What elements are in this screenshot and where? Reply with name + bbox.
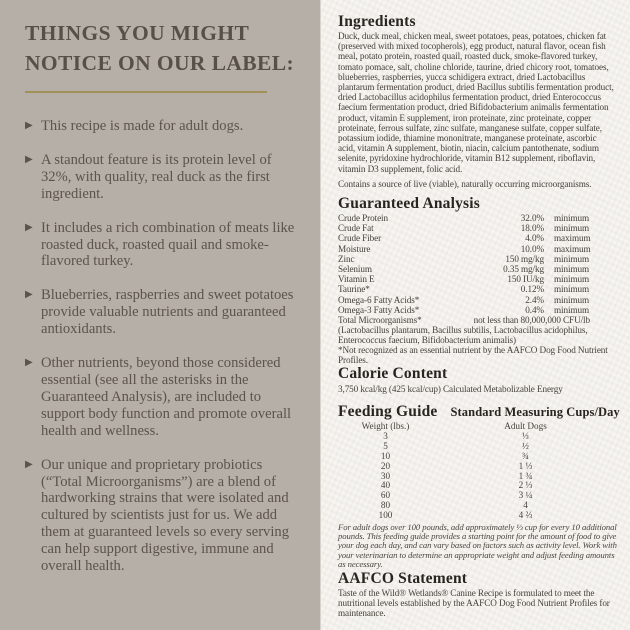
notice-heading-line1: THINGS YOU MIGHT xyxy=(25,21,250,45)
nutrient-label: Crude Fat xyxy=(338,223,374,234)
bullet-text: A standout feature is its protein level of 32%, with quality, real duck as the first ingredient. xyxy=(41,151,272,202)
nutrient-qualifier: minimum xyxy=(554,223,590,234)
heading-divider xyxy=(25,91,267,93)
nutrient-qualifier: minimum xyxy=(554,264,590,275)
table-header-row xyxy=(338,421,628,432)
nutrient-label: Selenium xyxy=(338,264,372,275)
nutrient-qualifier: minimum xyxy=(554,274,590,285)
calorie-content-text: 3,750 kcal/kg (425 kcal/cup) Calculated Metabolizable Energy xyxy=(338,384,563,395)
weight-value: 60 xyxy=(380,490,391,501)
table-row xyxy=(338,432,628,442)
list-item xyxy=(25,152,300,203)
nutrient-value: 18.0% xyxy=(520,223,544,234)
weight-column-header: Weight (lbs.) xyxy=(361,421,410,432)
table-row xyxy=(338,233,600,243)
ingredients-text: Duck, duck meal, chicken meal, sweet potatoes, peas, potatoes, chicken fat (preserved with mixed tocopherols), egg product, natural flavor, ocean fish meal, potato protein, roasted quail, roasted duck, smoke-flavored turkey, tomato pomace, salt, choline chloride, taurine, dried chicory root, tomatoes, blueberries, raspberries, yucca schidigera extract, dried Lactobacillus plantarum fermentation product, dried Bacillus subtilis fermentation product, dried Lactobacillus acidophilus fermentation product, dried Enterococcus faecium fermentation product, dried Bifidobacterium animalis fermentation product, vitamin E supplement, iron proteinate, zinc proteinate, copper proteinate, ferrous sulfate, zinc sulfate, manganese sulfate, copper sulfate, potassium iodide, thiamine mononitrate, manganese proteinate, ascorbic acid, vitamin A supplement, biotin, niacin, calcium pantothenate, sodium selenite, pyridoxine hydrochloride, vitamin B12 supplement, riboflavin, vitamin D3 supplement, folic acid. xyxy=(338,31,614,174)
weight-value: 5 xyxy=(383,441,388,452)
table-row xyxy=(338,511,628,521)
weight-value: 10 xyxy=(380,451,391,462)
nutrient-label: Zinc xyxy=(338,253,355,264)
weight-value: 20 xyxy=(380,460,391,471)
bullet-arrow-icon: ▶ xyxy=(25,153,33,165)
cups-value: 4 xyxy=(523,500,528,511)
adult-dogs-column-header: Adult Dogs xyxy=(504,421,547,432)
label-facts-panel xyxy=(320,0,630,630)
bullet-arrow-icon: ▶ xyxy=(25,458,33,470)
feeding-guide-note: For adult dogs over 100 pounds, add approximately ⅓ cup for every 10 additional pounds. This feeding guide provides a starting point for the amount of food to give your dog each day, and can vary based on factors such as activity level. Work with your veterinarian to determine an appropriate weight and adjust feeding amounts as necessary. xyxy=(338,521,617,570)
nutrient-value: 0.4% xyxy=(525,304,544,315)
nutrient-qualifier: minimum xyxy=(554,304,590,315)
table-row xyxy=(338,274,600,284)
cups-value: 3 ¼ xyxy=(518,490,533,501)
nutrient-qualifier: minimum xyxy=(554,294,590,305)
feeding-guide-heading: Feeding Guide xyxy=(338,403,438,421)
nutrient-qualifier: maximum xyxy=(554,243,591,254)
table-row xyxy=(338,284,600,294)
cups-value: 1 ¾ xyxy=(518,470,533,481)
bullet-arrow-icon: ▶ xyxy=(25,357,33,369)
nutrient-value: 2.4% xyxy=(525,294,544,305)
feeding-guide-table xyxy=(338,421,628,520)
measuring-cups-subheading: Standard Measuring Cups/Day xyxy=(450,405,620,420)
nutrient-value: 0.12% xyxy=(520,284,544,295)
nutrient-label: Taurine* xyxy=(338,284,370,295)
nutrient-qualifier: minimum xyxy=(554,253,590,264)
nutrient-value: 10.0% xyxy=(520,243,544,254)
notice-heading-line2: NOTICE ON OUR LABEL: xyxy=(25,51,295,75)
list-item xyxy=(25,287,300,338)
nutrient-value: not less than 80,000,000 CFU/lb xyxy=(473,315,590,326)
bullet-text: It includes a rich combination of meats like roasted duck, roasted quail and smoke-flavored turkey. xyxy=(41,219,295,270)
weight-value: 3 xyxy=(383,431,388,442)
weight-value: 80 xyxy=(380,500,391,511)
bullet-text: Other nutrients, beyond those considered essential (see all the asterisks in the Guaranteed Analysis), are included to support body function and promote overall health and wellness. xyxy=(41,355,292,439)
aafco-statement-text: Taste of the Wild® Wetlands® Canine Recipe is formulated to meet the nutritional levels established by the AAFCO Dog Food Nutrient Profiles for maintenance. xyxy=(338,587,610,619)
table-row xyxy=(338,315,590,325)
table-row xyxy=(338,295,600,305)
nutrient-value: 150 IU/kg xyxy=(507,274,544,285)
nutrient-label: Vitamin E xyxy=(338,274,375,285)
guaranteed-analysis-heading: Guaranteed Analysis xyxy=(338,195,481,213)
nutrient-label: Crude Fiber xyxy=(338,233,382,244)
table-row xyxy=(338,264,600,274)
table-row xyxy=(338,305,600,315)
feeding-guide-heading-row xyxy=(338,403,628,420)
nutrient-label: Moisture xyxy=(338,243,371,254)
table-row xyxy=(338,244,600,254)
bullet-arrow-icon: ▶ xyxy=(25,120,33,131)
cups-value: 2 ⅓ xyxy=(518,480,533,491)
nutrient-qualifier: maximum xyxy=(554,233,591,244)
nutrient-value: 32.0% xyxy=(520,213,544,224)
cups-value: ⅓ xyxy=(522,431,529,442)
bullet-text: Blueberries, raspberries and sweet potatoes provide valuable nutrients and guaranteed antioxidants. xyxy=(41,287,294,338)
ingredients-heading: Ingredients xyxy=(338,13,416,30)
bullet-arrow-icon: ▶ xyxy=(25,289,33,301)
nutrient-label: Crude Protein xyxy=(338,213,388,224)
notice-bullet-list xyxy=(25,118,300,575)
list-item xyxy=(25,457,300,575)
weight-value: 40 xyxy=(380,480,391,491)
cups-value: 4 ⅔ xyxy=(518,509,533,520)
nutrient-value: 150 mg/kg xyxy=(505,253,544,264)
table-row xyxy=(338,254,600,264)
bullet-text: Our unique and proprietary probiotics (“Total Microorganisms”) are a blend of hardworking strains that were isolated and cultured by scientists just for us. We add them at guaranteed levels so every serving can help support digestive, immune and overall health. xyxy=(41,456,290,575)
microorganisms-species-footnote: (Lactobacillus plantarum, Bacillus subtilis, Lactobacillus acidophilus, Enterococcus faecium, Bifidobacterium animalis) xyxy=(338,325,588,346)
nutrient-value: 4.0% xyxy=(525,233,544,244)
table-row xyxy=(338,213,600,223)
nutrient-label: Omega-6 Fatty Acids* xyxy=(338,294,420,305)
aafco-heading: AAFCO Statement xyxy=(338,569,468,587)
bullet-text: This recipe is made for adult dogs. xyxy=(41,118,244,134)
cups-value: 1 ⅓ xyxy=(518,460,533,471)
guaranteed-analysis-table xyxy=(338,213,628,325)
nutrient-qualifier: minimum xyxy=(554,213,590,224)
cups-value: ¾ xyxy=(522,451,529,462)
nutrient-qualifier: minimum xyxy=(554,284,590,295)
weight-value: 100 xyxy=(378,509,393,520)
nutrient-label: Total Microorganisms* xyxy=(338,315,422,326)
live-microorganisms-note: Contains a source of live (viable), naturally occurring microorganisms. xyxy=(338,178,592,189)
list-item xyxy=(25,220,300,271)
nutrient-label: Omega-3 Fatty Acids* xyxy=(338,304,420,315)
calorie-content-heading: Calorie Content xyxy=(338,365,448,383)
table-row xyxy=(338,223,600,233)
nutrient-value: 0.35 mg/kg xyxy=(503,264,544,275)
cups-value: ½ xyxy=(522,441,529,452)
bullet-arrow-icon: ▶ xyxy=(25,221,33,233)
list-item xyxy=(25,118,300,135)
asterisk-footnote: *Not recognized as an essential nutrient by the AAFCO Dog Food Nutrient Profiles. xyxy=(338,345,608,366)
list-item xyxy=(25,355,300,440)
weight-value: 30 xyxy=(380,470,391,481)
